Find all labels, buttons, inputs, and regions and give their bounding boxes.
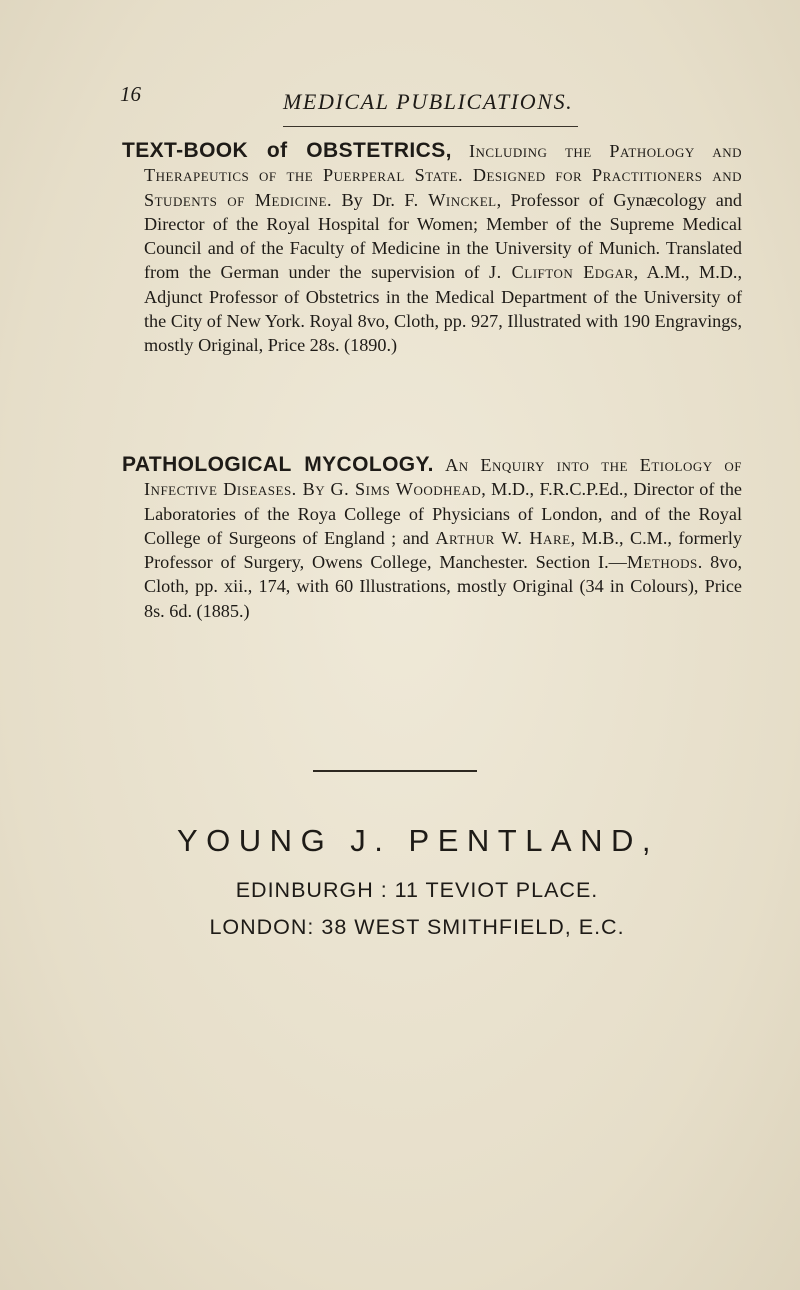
header-rule xyxy=(283,126,578,127)
entry-author: G. Sims Woodhead xyxy=(330,479,482,500)
entry-coauthor-details: , M.B., C.M., formerly Professor of Surgery, Owens College, Manchester. Section I.— xyxy=(144,527,742,573)
entry-paragraph xyxy=(122,139,742,358)
entry-translator: J. Clifton Edgar xyxy=(489,262,634,283)
publisher-address-london: LONDON: 38 WEST SMITHFIELD, E.C. xyxy=(209,915,625,939)
entry-paragraph xyxy=(122,453,742,623)
entry-section-details: . 8vo, Cloth, pp. xii., 174, with 60 Illustrations, mostly Original (34 in Colours), Price 8s. 6d. (1885.) xyxy=(144,552,742,621)
entry-by: By Dr. xyxy=(341,189,405,210)
entry-subtitle: An Enquiry into the Etiology of Infective Diseases. By xyxy=(144,455,742,500)
entry-coauthor: Arthur W. Hare xyxy=(435,527,571,548)
catalogue-entry-obstetrics xyxy=(122,139,742,358)
entry-section: Methods xyxy=(626,552,698,573)
entry-translator-details: , A.M., M.D., Adjunct Professor of Obstetrics in the Medical Department of the University of the City of New York. Royal 8vo, Cloth, pp. 927, Illustrated with 190 Engravings, mostly Original, Price 28s. (1890.) xyxy=(144,262,742,356)
entry-subtitle: Including the Pathology and Therapeutics of the Puerperal State. Designed for Practitioners and Students of Medicine. xyxy=(144,141,742,210)
running-head: MEDICAL PUBLICATIONS. xyxy=(283,89,574,114)
entry-title: TEXT-BOOK of OBSTETRICS, xyxy=(122,139,452,162)
entry-author-details: , Professor of Gynæcology and Director of the Royal Hospital for Women; Member of the Supreme Medical Council and of the Faculty of Medicine in the University of Munich. Translated from the German under the supervision of xyxy=(144,189,743,283)
publisher-name: YOUNG J. PENTLAND, xyxy=(177,823,659,858)
catalogue-entry-mycology xyxy=(122,453,742,623)
entry-title: PATHOLOGICAL MYCOLOGY. xyxy=(122,453,434,476)
entry-author: F. Winckel xyxy=(404,189,497,210)
page-number: 16 xyxy=(120,82,141,106)
section-divider xyxy=(313,770,477,772)
entry-author-details: , M.D., F.R.C.P.Ed., Director of the Laboratories of the Roya College of Physicians of London, and of the Royal College of Surgeons of England ; and xyxy=(144,479,742,548)
publisher-address-edinburgh: EDINBURGH : 11 TEVIOT PLACE. xyxy=(235,878,599,902)
